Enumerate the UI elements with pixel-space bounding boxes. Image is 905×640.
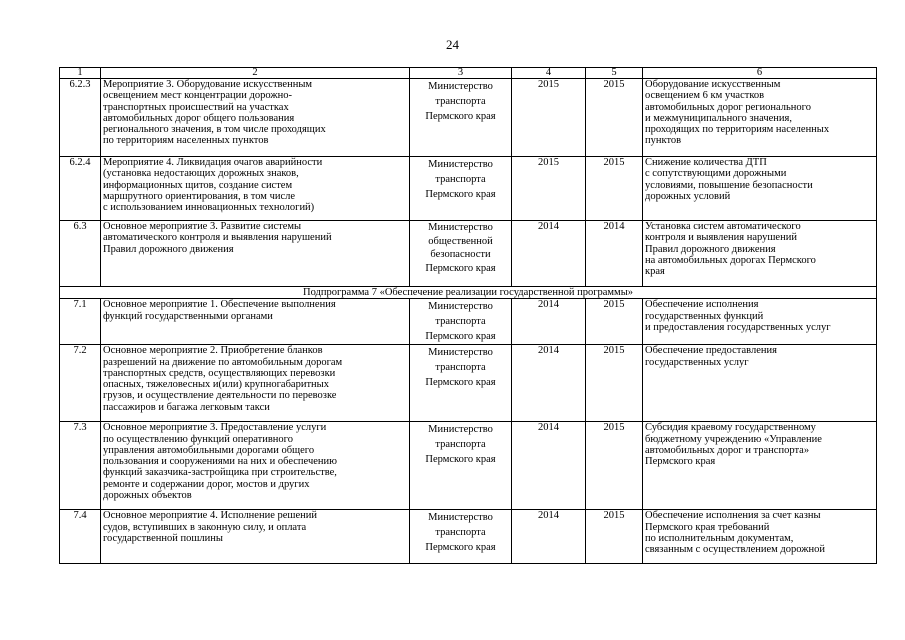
responsible-agency: Министерство транспорта Пермского края — [425, 512, 496, 554]
column-number: 6 — [643, 68, 877, 79]
expected-result: Установка систем автоматического контроля и выявления нарушений Правил дорожного движения на автомобильных дорогах Пермского края — [643, 221, 877, 287]
expected-result: Обеспечение исполнения за счет казны Пермского края требований по исполнительным документам, связанным с осуществлением дорожной — [643, 510, 877, 564]
table-row — [60, 299, 877, 345]
column-number-row — [60, 68, 877, 79]
responsible-agency: Министерство транспорта Пермского края — [425, 301, 496, 343]
responsible-agency: Министерство транспорта Пермского края — [425, 424, 496, 466]
event-name: Мероприятие 4. Ликвидация очагов аварийности (установка недостающих дорожных знаков, информационных щитов, создание систем маршрутного ориентирования, в том числе с использованием инновационных технологий) — [101, 157, 410, 221]
table-row — [60, 157, 877, 221]
responsible-agency: Министерство транспорта Пермского края — [425, 347, 496, 389]
responsible-agency: Министерство транспорта Пермского края — [425, 81, 496, 122]
expected-result: Снижение количества ДТП с сопутствующими дорожными условиями, повышение безопасности дорожных условий — [643, 157, 877, 221]
row-number: 6.3 — [60, 221, 101, 287]
event-name: Мероприятие 3. Оборудование искусственным освещением мест концентрации дорожно- транспортных происшествий на участках автомобильных дорог общего пользования регионального значения, в том числе проходящих по территориям населенных пунктов — [101, 79, 410, 157]
table-row — [60, 345, 877, 422]
expected-result: Оборудование искусственным освещением 6 км участков автомобильных дорог регионального и межмуниципального значения, проходящих по территориям населенных пунктов — [643, 79, 877, 157]
expected-result: Субсидия краевому государственному бюджетному учреждению «Управление автомобильных дорог и транспорта» Пермского края — [643, 422, 877, 510]
responsible-agency: Министерство транспорта Пермского края — [425, 159, 496, 200]
table-row — [60, 422, 877, 510]
event-name: Основное мероприятие 3. Развитие системы автоматического контроля и выявления нарушений Правил дорожного движения — [101, 221, 410, 287]
row-number: 6.2.3 — [60, 79, 101, 157]
row-number: 7.2 — [60, 345, 101, 422]
expected-result: Обеспечение исполнения государственных функций и предоставления государственных услуг — [643, 299, 877, 345]
table-row — [60, 79, 877, 157]
event-name: Основное мероприятие 2. Приобретение бланков разрешений на движение по автомобильным дорогам транспортных средств, осуществляющих перевозки опасных, тяжеловесных и(или) крупногабаритных грузов, и осуществление деятельности по перевозке пассажиров и багажа легковым такси — [101, 345, 410, 422]
responsible-agency: Министерство общественной безопасности Пермского края — [425, 222, 496, 274]
program-table — [59, 67, 877, 564]
end-year: 2015 — [586, 157, 643, 221]
start-year: 2014 — [512, 221, 586, 287]
row-number: 6.2.4 — [60, 157, 101, 221]
column-number: 4 — [512, 68, 586, 79]
expected-result: Обеспечение предоставления государственных услуг — [643, 345, 877, 422]
event-name: Основное мероприятие 4. Исполнение решений судов, вступивших в законную силу, и оплата государственной пошлины — [101, 510, 410, 564]
start-year: 2014 — [512, 299, 586, 345]
table-row — [60, 221, 877, 287]
start-year: 2014 — [512, 345, 586, 422]
row-number: 7.4 — [60, 510, 101, 564]
end-year: 2015 — [586, 422, 643, 510]
event-name: Основное мероприятие 3. Предоставление услуги по осуществлению функций оперативного управления автомобильными дорогами общего пользования и сооружениями на них и обеспечению функций заказчика-застройщика при строительстве, ремонте и содержании дорог, мостов и других дорожных объектов — [101, 422, 410, 510]
subprogram-title: Подпрограмма 7 «Обеспечение реализации государственной программы» — [60, 287, 877, 299]
row-number: 7.1 — [60, 299, 101, 345]
column-number: 2 — [101, 68, 410, 79]
start-year: 2015 — [512, 79, 586, 157]
end-year: 2015 — [586, 510, 643, 564]
column-number: 1 — [60, 68, 101, 79]
end-year: 2015 — [586, 299, 643, 345]
section-row — [60, 287, 877, 299]
page-number: 24 — [446, 37, 459, 52]
event-name: Основное мероприятие 1. Обеспечение выполнения функций государственными органами — [101, 299, 410, 345]
column-number: 3 — [410, 68, 512, 79]
end-year: 2014 — [586, 221, 643, 287]
start-year: 2014 — [512, 422, 586, 510]
end-year: 2015 — [586, 79, 643, 157]
table-row — [60, 510, 877, 564]
start-year: 2014 — [512, 510, 586, 564]
end-year: 2015 — [586, 345, 643, 422]
row-number: 7.3 — [60, 422, 101, 510]
column-number: 5 — [586, 68, 643, 79]
start-year: 2015 — [512, 157, 586, 221]
